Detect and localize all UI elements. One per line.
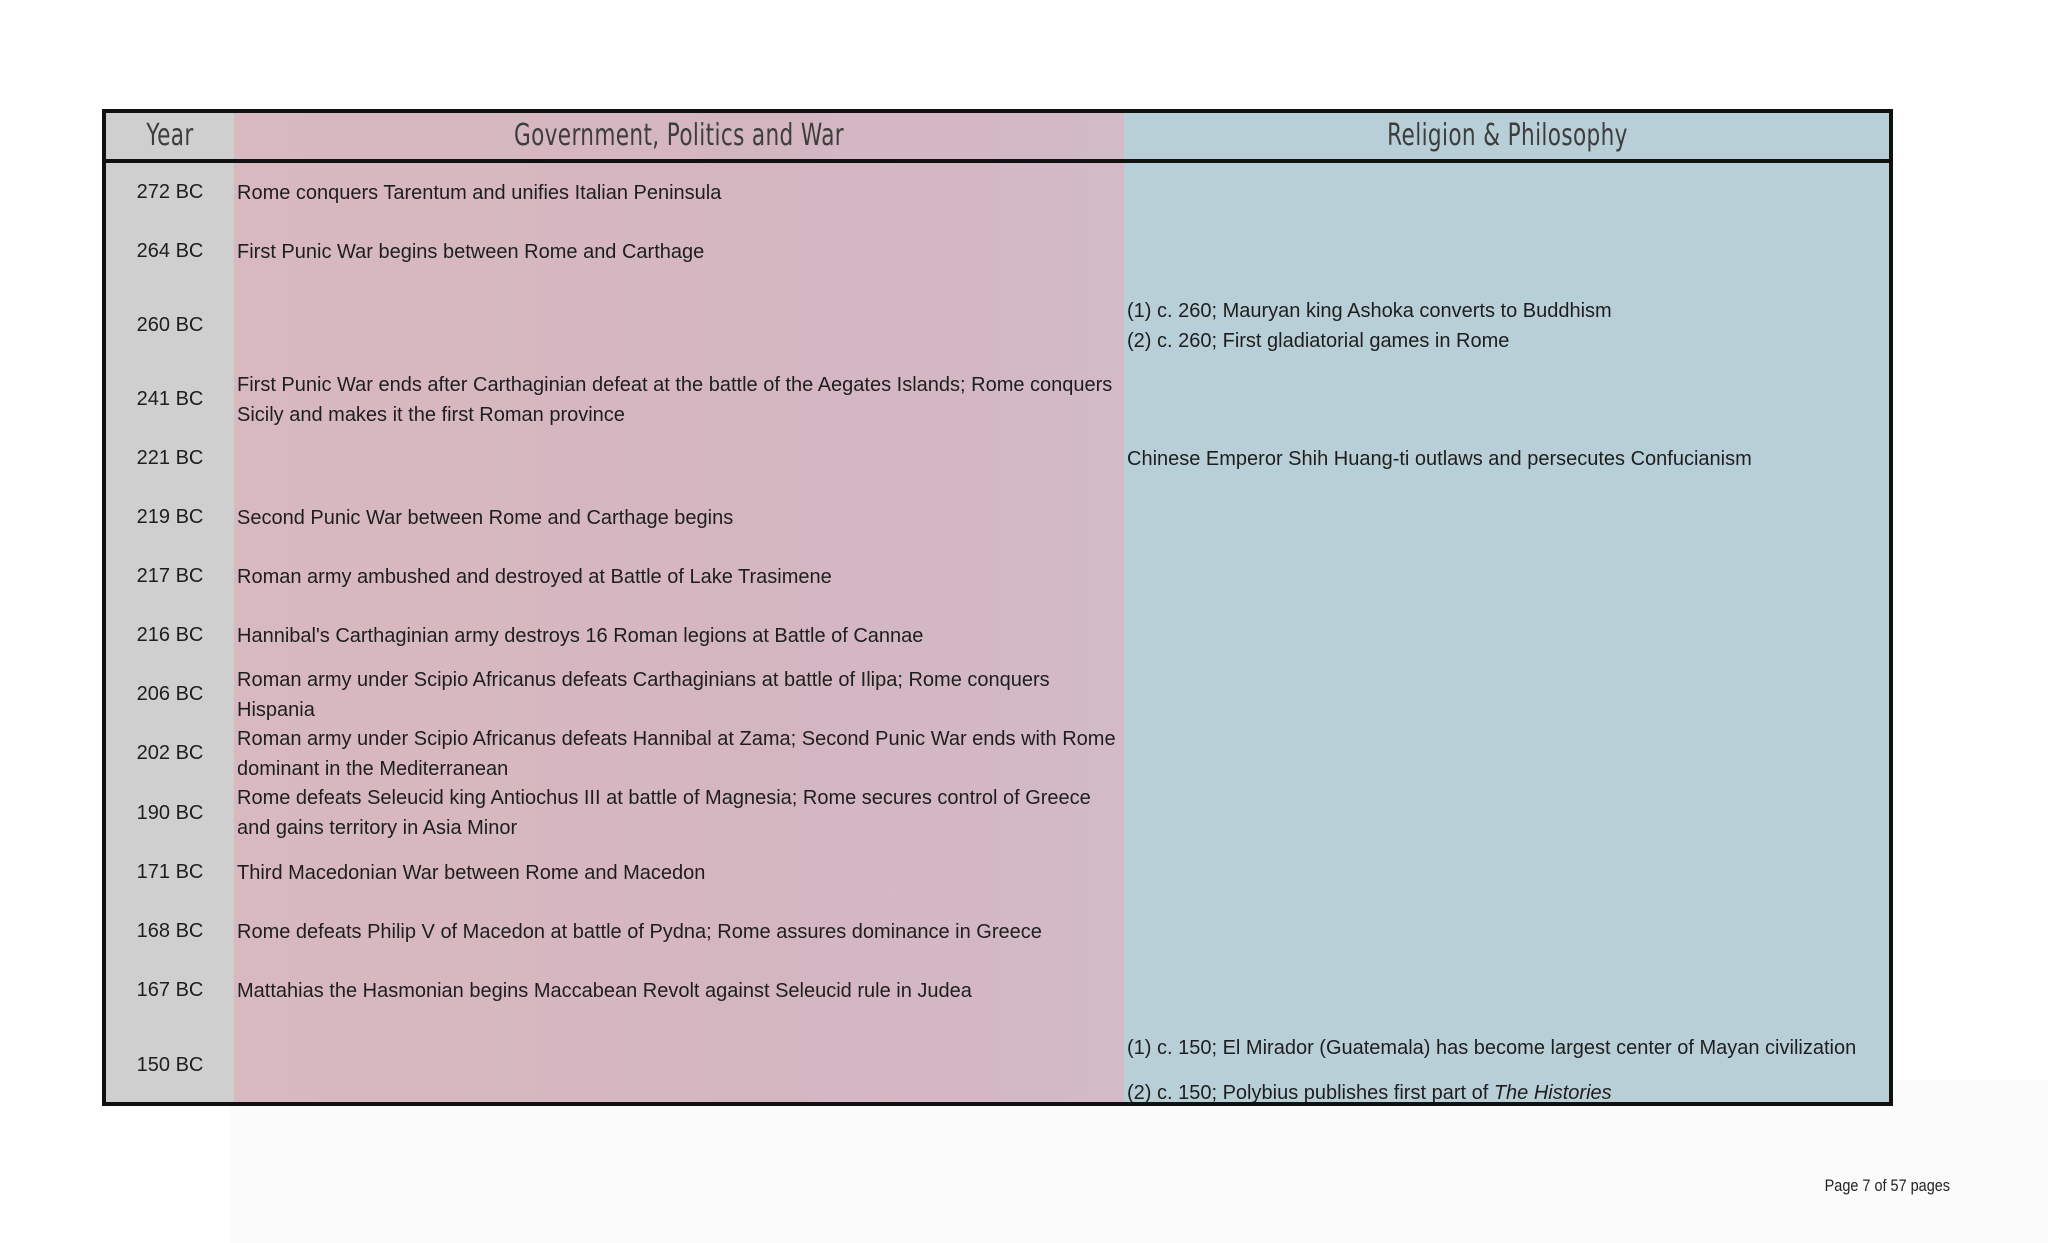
year-cell: 260 BC: [136, 314, 204, 336]
government-cell: [237, 1020, 1119, 1106]
year-cell: 168 BC: [136, 920, 204, 942]
book-title: The Histories: [1493, 1082, 1612, 1104]
government-cell: First Punic War begins between Rome and Carthage: [237, 240, 705, 263]
government-cell: [237, 429, 1119, 488]
table-row: [106, 547, 1889, 606]
religion-cell: [1127, 783, 1891, 843]
header-year: Year: [146, 118, 194, 153]
year-cell: 202 BC: [136, 742, 204, 764]
government-cell: Rome conquers Tarentum and unifies Italian Peninsula: [237, 181, 722, 204]
religion-cell: [1127, 163, 1891, 222]
table-row: [106, 429, 1889, 488]
religion-cell: [1127, 961, 1891, 1020]
religion-line: (2) c. 260; First gladiatorial games in Rome: [1127, 329, 1510, 352]
table-row: [106, 222, 1889, 281]
table-row: [106, 281, 1889, 370]
religion-cell: [1127, 547, 1891, 606]
year-cell: 219 BC: [136, 506, 204, 528]
table-row: [106, 665, 1889, 724]
religion-line: [1127, 1078, 1891, 1106]
religion-line: (1) c. 150; El Mirador (Guatemala) has become largest center of Mayan civilization: [1127, 1037, 1857, 1059]
religion-line: Chinese Emperor Shih Huang-ti outlaws and persecutes Confucianism: [1127, 447, 1752, 470]
timeline-table: [102, 109, 1893, 1106]
religion-cell: [1127, 902, 1891, 961]
page-number: Page 7 of 57 pages: [1824, 1176, 1950, 1195]
religion-cell: [1127, 488, 1891, 547]
table-row: [106, 1020, 1889, 1106]
government-cell: Rome defeats Philip V of Macedon at battle of Pydna; Rome assures dominance in Greece: [237, 920, 1042, 943]
religion-cell: [1127, 606, 1891, 665]
government-cell: Hannibal's Carthaginian army destroys 16 Roman legions at Battle of Cannae: [237, 624, 924, 647]
year-cell: 217 BC: [136, 565, 204, 587]
table-row: [106, 370, 1889, 429]
table-row: [106, 488, 1889, 547]
government-cell: First Punic War ends after Carthaginian defeat at the battle of the Aegates Islands; Rome conquers Sicily and makes it the first Roman province: [237, 373, 1113, 426]
year-cell: 221 BC: [136, 447, 204, 469]
religion-line-text: (2) c. 150; Polybius publishes first part of: [1127, 1082, 1494, 1104]
table-row: [106, 961, 1889, 1020]
table-header: [106, 113, 1889, 163]
year-cell: 272 BC: [136, 181, 204, 203]
religion-cell: [1127, 429, 1891, 488]
header-government: Government, Politics and War: [513, 118, 845, 153]
table-body: [106, 163, 1889, 1106]
religion-cell: [1127, 281, 1891, 370]
government-cell: Roman army under Scipio Africanus defeats Carthaginians at battle of Ilipa; Rome conquers Hispania: [237, 668, 1050, 721]
year-cell: 206 BC: [136, 683, 204, 705]
government-cell: Roman army under Scipio Africanus defeats Hannibal at Zama; Second Punic War ends with Rome dominant in the Mediterranean: [237, 727, 1116, 780]
year-cell: 241 BC: [136, 388, 204, 410]
religion-line: (1) c. 260; Mauryan king Ashoka converts to Buddhism: [1127, 299, 1612, 322]
year-cell: 216 BC: [136, 624, 204, 646]
religion-cell: [1127, 724, 1891, 783]
table-row: [106, 724, 1889, 783]
religion-cell: [1127, 222, 1891, 281]
religion-cell: [1127, 370, 1891, 429]
table-row: [106, 783, 1889, 843]
religion-cell: [1127, 843, 1891, 902]
year-cell: 190 BC: [136, 801, 204, 824]
government-cell: Third Macedonian War between Rome and Macedon: [237, 861, 706, 884]
government-cell: Rome defeats Seleucid king Antiochus III at battle of Magnesia; Rome secures control of Greece and gains territory in Asia Minor: [237, 787, 1091, 839]
table-row: [106, 163, 1889, 222]
year-cell: 150 BC: [136, 1053, 204, 1076]
table-row: [106, 902, 1889, 961]
header-religion: Religion & Philosophy: [1387, 118, 1628, 153]
government-cell: [237, 281, 1119, 370]
year-cell: 264 BC: [136, 240, 204, 262]
government-cell: Second Punic War between Rome and Carthage begins: [237, 506, 734, 529]
year-cell: 167 BC: [136, 979, 204, 1001]
government-cell: Mattahias the Hasmonian begins Maccabean Revolt against Seleucid rule in Judea: [237, 979, 972, 1002]
table-row: [106, 606, 1889, 665]
government-cell: Roman army ambushed and destroyed at Battle of Lake Trasimene: [237, 565, 832, 588]
religion-cell: [1127, 665, 1891, 724]
religion-cell: [1127, 1020, 1891, 1106]
year-cell: 171 BC: [136, 861, 204, 883]
table-row: [106, 843, 1889, 902]
